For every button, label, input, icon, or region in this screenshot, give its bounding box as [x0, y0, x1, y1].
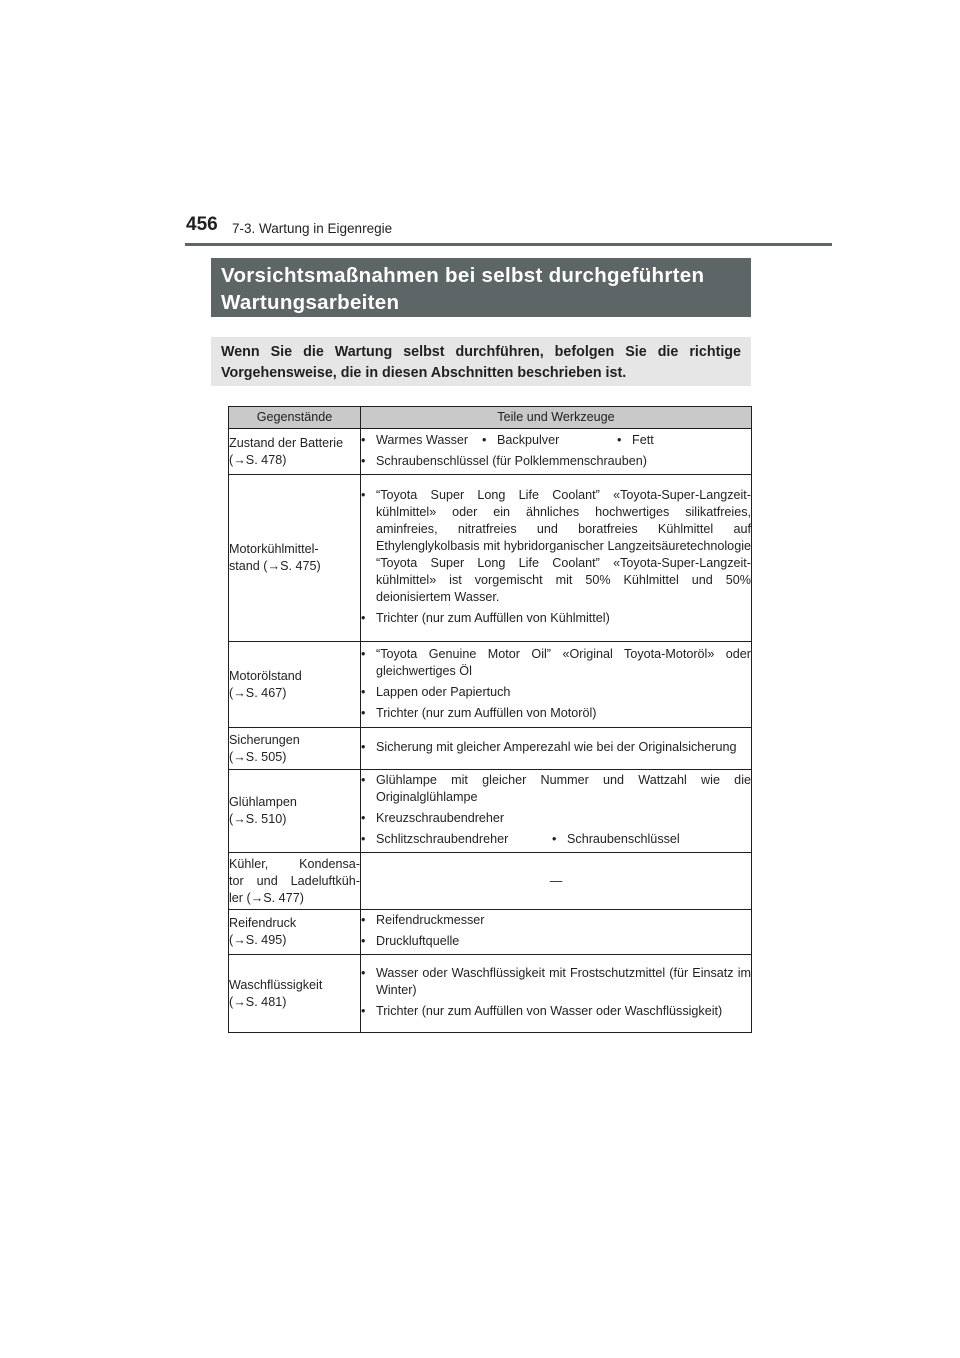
- table-row: [229, 642, 752, 728]
- item-cell: [229, 770, 361, 853]
- tools-cell: [361, 728, 752, 770]
- item-name: Waschflüssigkeit: [229, 977, 323, 992]
- item-cell: [229, 642, 361, 728]
- item-name: Sicherungen: [229, 732, 300, 747]
- item-cell: [229, 910, 361, 955]
- table-row: [229, 728, 752, 770]
- column-header-items: Gegenstände: [229, 407, 361, 429]
- item-name: Glühlampen: [229, 795, 297, 809]
- item-page-ref: (→S. 481): [229, 994, 287, 1009]
- table-row: [229, 475, 752, 642]
- header-divider: [185, 243, 832, 246]
- list-item: • “Toyota Super Long Life Coolant” «Toyota-Super-Langzeit-kühlmittel» oder ein ähnliches hochwertiges silikatfreies, aminfreies, nitratfreies und boratfreies Kühlmittel auf Ethylenglykolbasis mit hybridorganischer Langzeitsäuretechnologie “Toyota Super Long Life Coolant” «Toyota-Super-Langzeit-kühlmittel» ist vorgemischt mit 50% Kühlmittel und 50% deionisiertem Wasser.: [361, 487, 751, 606]
- list-item: • Trichter (nur zum Auffüllen von Kühlmittel): [361, 610, 751, 627]
- tools-cell: [361, 955, 752, 1033]
- inline-bullets: [361, 831, 751, 848]
- intro-text: Wenn Sie die Wartung selbst durchführen, befolgen Sie die richtige Vorgehensweise, die in diesen Abschnitten beschrieben ist.: [211, 337, 751, 386]
- column-header-tools: Teile und Werkzeuge: [361, 407, 752, 429]
- table-row: [229, 429, 752, 475]
- table-header-row: [229, 407, 752, 429]
- tools-table: [228, 406, 752, 1033]
- item-cell: [229, 475, 361, 642]
- section-title: [211, 258, 751, 317]
- table-row: [229, 853, 752, 910]
- item-page-ref: (→S. 478): [229, 452, 287, 467]
- tools-cell: [361, 475, 752, 642]
- table-row: [229, 770, 752, 853]
- table-row: [229, 955, 752, 1033]
- list-item: • Kreuzschraubendreher: [361, 810, 751, 827]
- list-item: • “Toyota Genuine Motor Oil” «Original Toyota-Motoröl» oder gleichwertiges Öl: [361, 646, 751, 680]
- list-item: • Reifendruckmesser: [361, 912, 751, 929]
- item-page-ref: (→S. 495): [229, 933, 287, 947]
- list-item: • Trichter (nur zum Auffüllen von Wasser oder Waschflüssigkeit): [361, 1003, 751, 1020]
- item-name: tor und Ladeluftküh-: [229, 873, 360, 888]
- list-item: • Druckluftquelle: [361, 933, 751, 950]
- tools-cell: [361, 770, 752, 853]
- item-name: Kühler, Kondensa-: [229, 856, 360, 871]
- list-item: • Schraubenschlüssel: [552, 831, 680, 848]
- inline-bullets: [361, 432, 751, 449]
- section-title-line-2: Wartungsarbeiten: [221, 291, 400, 314]
- section-title-line-1: Vorsichtsmaßnahmen bei selbst durchgeführten: [221, 264, 705, 287]
- list-item: • Fett: [617, 432, 654, 449]
- list-item: • Schlitzschraubendreher: [361, 831, 552, 848]
- item-cell: [229, 853, 361, 910]
- table-row: [229, 910, 752, 955]
- list-item: • Schraubenschlüssel (für Polklemmenschrauben): [361, 453, 751, 470]
- list-item: • Lappen oder Papiertuch: [361, 684, 751, 701]
- tools-cell: [361, 910, 752, 955]
- tools-cell: [361, 642, 752, 728]
- list-item: • Wasser oder Waschflüssigkeit mit Frostschutzmittel (für Einsatz im Winter): [361, 965, 751, 999]
- page-number: 456: [186, 214, 218, 235]
- tools-cell-empty: —: [361, 853, 752, 910]
- item-cell: [229, 429, 361, 475]
- list-item: • Glühlampe mit gleicher Nummer und Wattzahl wie die Originalglühlampe: [361, 772, 751, 806]
- item-name: Motorkühlmittel-: [229, 542, 319, 556]
- item-cell: [229, 955, 361, 1033]
- item-name: Motorölstand: [229, 668, 302, 683]
- section-reference: 7-3. Wartung in Eigenregie: [232, 221, 393, 236]
- item-name: Reifendruck: [229, 916, 297, 930]
- list-item: • Warmes Wasser: [361, 432, 468, 449]
- item-name: Zustand der Batterie: [229, 435, 344, 450]
- list-item: • Backpulver: [482, 432, 617, 449]
- item-page-ref: (→S. 467): [229, 685, 287, 700]
- item-page-ref: (→S. 505): [229, 749, 287, 764]
- item-cell: [229, 728, 361, 770]
- tools-cell: [361, 429, 752, 475]
- item-page-ref: stand (→S. 475): [229, 559, 321, 573]
- item-page-ref: ler (→S. 477): [229, 890, 304, 905]
- item-page-ref: (→S. 510): [229, 812, 287, 826]
- list-item: • Sicherung mit gleicher Amperezahl wie bei der Originalsicherung: [361, 739, 751, 756]
- list-item: • Trichter (nur zum Auffüllen von Motoröl): [361, 705, 751, 722]
